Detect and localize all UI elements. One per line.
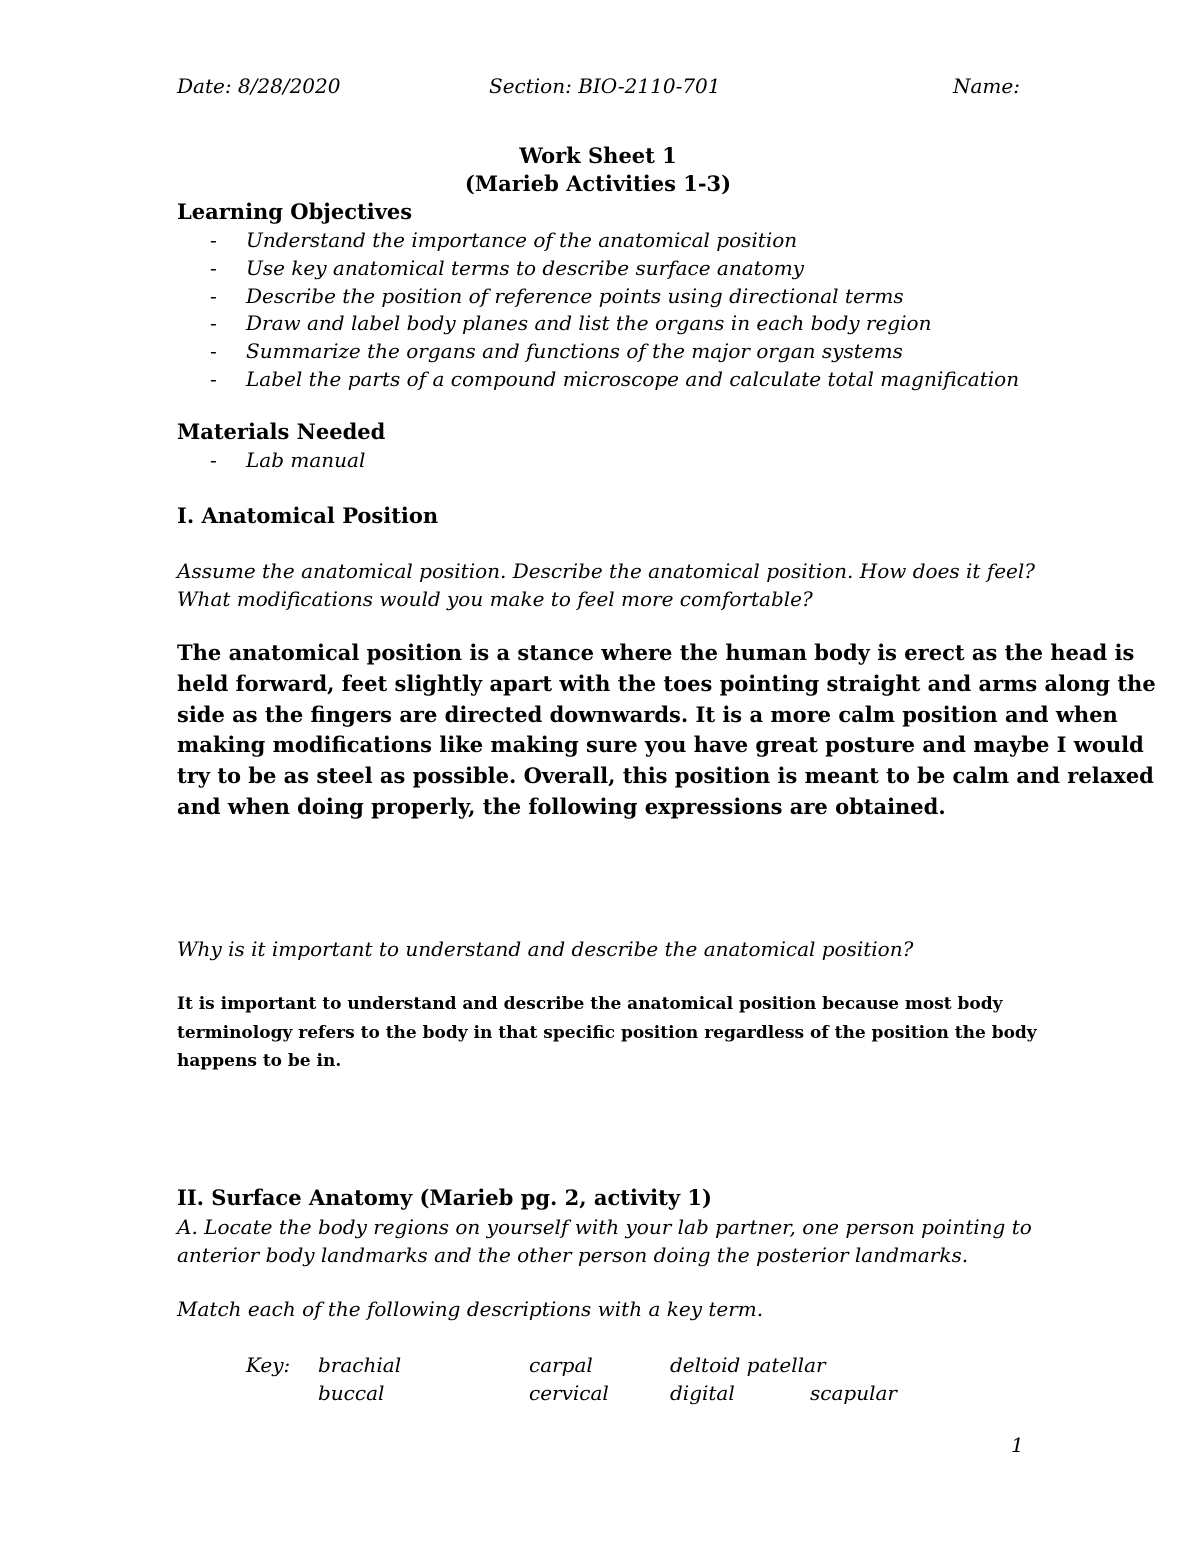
answer-paragraph [177, 638, 1156, 823]
instruction-text: A. Locate the body regions on yourself with your lab partner, one person pointing to [177, 1215, 1032, 1239]
list-item [210, 227, 1019, 255]
answer-line: try to be as steel as possible. Overall, this position is meant to be calm and relaxed [177, 763, 1154, 789]
section-heading-anatomical-position: I. Anatomical Position [177, 503, 439, 528]
name-label: Name: [953, 74, 1020, 98]
list-item [210, 310, 1019, 338]
list-item [210, 366, 1019, 394]
instruction-text: anterior body landmarks and the other person doing the posterior landmarks. [177, 1243, 969, 1267]
learning-objectives-heading: Learning Objectives [177, 199, 413, 224]
objective-text: Summarize the organs and functions of the major organ systems [246, 339, 903, 364]
bullet-dash: - [210, 255, 217, 280]
page-number: 1 [1011, 1433, 1024, 1457]
bullet-dash: - [210, 283, 217, 308]
list-item [210, 255, 1019, 283]
materials-heading: Materials Needed [177, 419, 386, 444]
learning-objectives-list [210, 227, 1019, 394]
question-text: Assume the anatomical position. Describe the anatomical position. How does it feel? [177, 559, 1036, 583]
bullet-dash: - [210, 366, 217, 391]
worksheet-title: Work Sheet 1 [519, 143, 677, 168]
match-prompt: Match each of the following descriptions with a key term. [177, 1297, 764, 1321]
bullet-dash: - [210, 311, 217, 336]
key-term: scapular [810, 1381, 897, 1405]
objective-text: Label the parts of a compound microscope and calculate total magnification [246, 366, 1020, 391]
section-heading-surface-anatomy: II. Surface Anatomy (Marieb pg. 2, activity 1) [177, 1185, 712, 1210]
answer-line: The anatomical position is a stance where the human body is erect as the head is [177, 640, 1135, 665]
answer-line: side as the fingers are directed downwards. It is a more calm position and when [177, 701, 1118, 727]
answer-line: It is important to understand and describe the anatomical position because most body [177, 994, 1003, 1014]
answer-paragraph [177, 990, 1037, 1076]
key-term: digital [670, 1381, 735, 1405]
key-label: Key: [246, 1353, 291, 1377]
list-item [210, 338, 1019, 366]
question-text: Why is it important to understand and describe the anatomical position? [177, 937, 914, 961]
section-label: Section: BIO-2110-701 [489, 74, 721, 98]
answer-line: happens to be in. [177, 1051, 342, 1071]
question-text: What modifications would you make to feel more comfortable? [177, 587, 813, 611]
worksheet-subtitle: (Marieb Activities 1-3) [464, 171, 732, 196]
date-label: Date: 8/28/2020 [177, 74, 341, 98]
key-term: carpal [529, 1353, 593, 1377]
list-item [210, 283, 1019, 311]
objective-text: Draw and label body planes and list the organs in each body region [246, 311, 932, 336]
objective-text: Use key anatomical terms to describe surface anatomy [246, 255, 804, 280]
answer-line: and when doing properly, the following expressions are obtained. [177, 793, 946, 819]
answer-line: held forward, feet slightly apart with the toes pointing straight and arms along the [177, 670, 1156, 696]
bullet-dash: - [210, 228, 217, 252]
answer-line: making modifications like making sure you have great posture and maybe I would [177, 732, 1144, 758]
bullet-dash: - [210, 448, 217, 472]
key-term: buccal [318, 1381, 385, 1405]
key-term: brachial [318, 1353, 402, 1377]
materials-list [210, 447, 365, 475]
objective-text: Describe the position of reference points using directional terms [246, 283, 904, 308]
answer-line: terminology refers to the body in that specific position regardless of the position the body [177, 1022, 1037, 1043]
bullet-dash: - [210, 339, 217, 364]
objective-text: Understand the importance of the anatomical position [246, 228, 798, 252]
list-item [210, 447, 365, 475]
material-text: Lab manual [246, 448, 366, 472]
key-term: cervical [529, 1381, 609, 1405]
key-term: deltoid patellar [670, 1353, 826, 1377]
